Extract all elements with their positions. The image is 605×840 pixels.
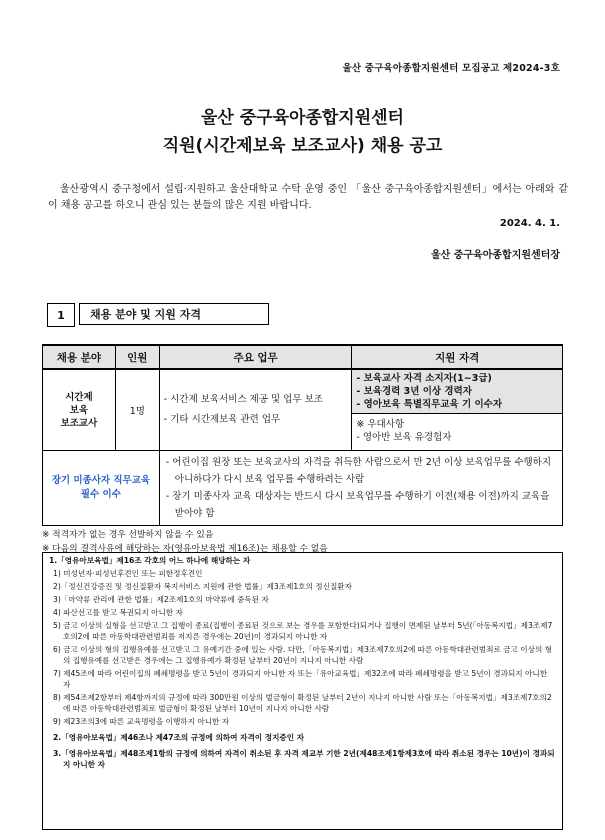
qualification-item: - 영아보육 특별직무교육 기 이수자 [356, 399, 503, 410]
field-line: 보조교사 [60, 417, 98, 429]
duty-item: - 시간제 보육서비스 제공 및 업무 보조 [163, 394, 323, 405]
page-title-line2: 직원(시간제보육 보조교사) 채용 공고 [162, 136, 443, 156]
preferred-qualifications [352, 414, 562, 450]
disqualification-item: 4) 파산선고를 받고 복권되지 아니한 자 [53, 608, 183, 617]
special-item: - 장기 미종사자 교육 대상자는 반드시 다시 보육업무를 수행하기 이전(채용 이전)까지 교육을 받아야 함 [165, 491, 550, 519]
special-item: - 어린이집 원장 또는 보육교사의 자격을 취득한 사람으로서 만 2년 이상 보육업무를 수행하지 아니하다가 다시 보육 업무를 수행하려는 사람 [165, 457, 552, 485]
required-qualifications [352, 370, 562, 414]
note-no-qualified: ※ 적격자가 없는 경우 선발하지 않을 수 있음 [42, 530, 214, 540]
note-disqualification: ※ 다음의 결격사유에 해당하는 자(영유아보육법 제16조)는 채용할 수 없음 [42, 544, 328, 554]
header-duties: 주요 업무 [159, 345, 352, 369]
disqualification-item: 7) 제45조에 따라 어린이집의 폐쇄명령을 받고 5년이 경과되지 아니한 자 또는「유아교육법」제32조에 따라 폐쇄명령을 받고 5년이 경과되지 아니한 자 [53, 669, 548, 689]
disqualification-sub2: 2.「영유아보육법」제46조나 제47조의 규정에 의하여 자격이 정지중인 자 [53, 733, 305, 742]
header-qualifications: 지원 자격 [352, 345, 563, 369]
disqualification-item: 2)「정신건강증진 및 정신질환자 복지서비스 지원에 관한 법률」제3조제1호의 정신질환자 [53, 582, 352, 591]
recruitment-table [42, 344, 563, 526]
notice-number: 울산 중구육아종합지원센터 모집공고 제2024-3호 [342, 63, 560, 74]
special-requirement-label [43, 451, 160, 526]
table-row [43, 451, 563, 526]
section-title: 채용 분야 및 지원 자격 [79, 303, 269, 325]
qualification-item: - 보육교사 자격 소지자(1~3급) [356, 373, 492, 384]
duties-cell [159, 369, 352, 451]
field-line: 시간제 [65, 391, 93, 403]
qualifications-cell [352, 369, 563, 451]
header-count: 인원 [115, 345, 159, 369]
disqualification-sub3: 3.「영유아보육법」제48조제1항의 규정에 의하여 자격이 취소된 후 자격 재교부 기한 2년(제48조제1항제3호에 따라 취소된 경우는 10년)이 경과되지 아니한 자 [53, 749, 555, 769]
disqualification-item: 6) 금고 이상의 형의 집행유예를 선고받고 그 유예기간 중에 있는 사람. 다만,「아동복지법」제3조제7호의2에 따른 아동학대관련범죄로 금고 이상의 형의 집행유예를 선고받은 경우에는 그 집행유예가 확정된 날부터 20년이 지나지 아니한 사람 [53, 645, 553, 665]
duty-item: - 기타 시간제보육 관련 업무 [163, 414, 281, 425]
preferred-heading: ※ 우대사항 [356, 419, 405, 430]
page-title-line1: 울산 중구육아종합지원센터 [201, 108, 404, 128]
count-cell: 1명 [115, 369, 159, 451]
qualification-item: - 보육경력 3년 이상 경력자 [356, 386, 472, 397]
table-header-row [43, 345, 563, 369]
disqualification-item: 9) 제23조의3에 따른 교육명령을 이행하지 아니한 자 [53, 717, 230, 726]
disqualification-item: 3)「마약류 관리에 관한 법률」제2조제1호의 마약류에 중독된 자 [53, 595, 269, 604]
disqualification-item: 1) 미성년자·피성년후견인 또는 피한정후견인 [53, 569, 203, 578]
disqualification-box [42, 552, 563, 830]
disqualification-item: 5) 금고 이상의 실형을 선고받고 그 집행이 종료(집행이 종료된 것으로 보는 경우를 포함한다)되거나 집행이 면제된 날부터 5년(「아동복지법」제3조제7호의2에 따른 아동학대관련범죄를 저지른 경우에는 20년)이 경과되지 아니한 자 [53, 621, 553, 641]
disqualification-item: 8) 제54조제2항부터 제4항까지의 규정에 따라 300만원 이상의 벌금형이 확정된 날부터 2년이 지나지 아니한 사람 또는「아동복지법」제3조제7호의2에 따른 아동학대관련범죄로 벌금형이 확정된 날부터 10년이 지나지 아니한 사람 [53, 693, 552, 713]
section-number: 1 [47, 303, 75, 327]
field-line: 보육 [69, 404, 89, 416]
notice-date: 2024. 4. 1. [499, 218, 560, 229]
intro-paragraph: 울산광역시 중구청에서 설립·지원하고 울산대학교 수탁 운영 중인 「울산 중구육아종합지원센터」에서는 아래와 같이 채용 공고를 하오니 관심 있는 분들의 많은 지원 바랍니다. [48, 184, 568, 211]
header-field: 채용 분야 [43, 345, 116, 369]
disqualification-heading: 1.「영유아보육법」제16조 각호의 어느 하나에 해당하는 자 [49, 556, 251, 565]
special-requirement-text [159, 451, 562, 526]
preferred-item: - 영아반 보육 유경험자 [356, 432, 452, 443]
signer: 울산 중구육아종합지원센터장 [430, 250, 560, 261]
special-label-line: 필수 이수 [80, 489, 121, 500]
table-row [43, 369, 563, 451]
special-label-line: 장기 미종사자 직무교육 [51, 475, 151, 486]
field-cell [43, 369, 116, 451]
